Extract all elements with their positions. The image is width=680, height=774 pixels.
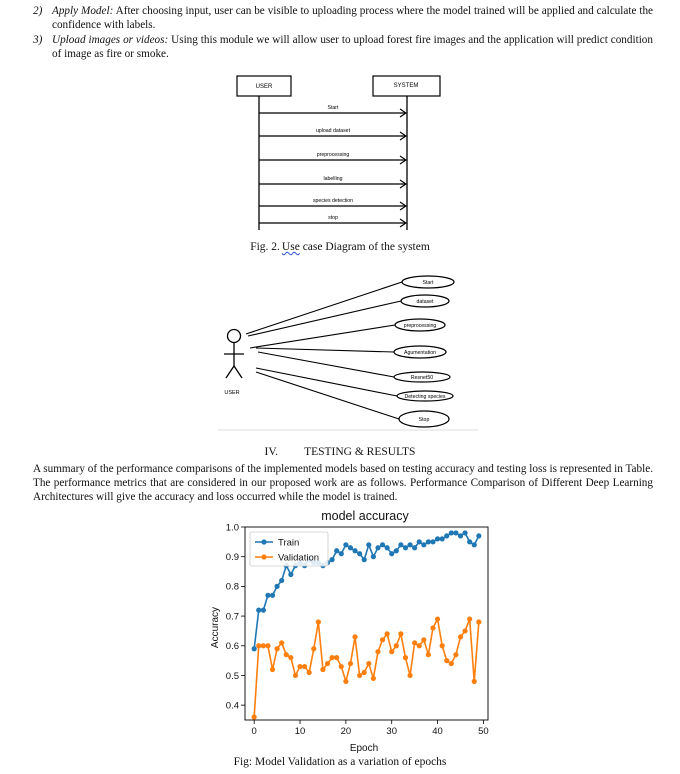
actor-label: USER <box>224 390 240 396</box>
data-point <box>339 551 344 556</box>
list-item-text: Using this module we will allow user to upload forest fire images and the application will predict condition of image as fire or smoke. <box>52 34 653 60</box>
use-case-label: Resnet50 <box>410 375 434 381</box>
data-point <box>348 661 353 666</box>
data-point <box>330 557 335 562</box>
data-point <box>412 545 417 550</box>
use-case-label: dataset <box>416 299 434 305</box>
data-point <box>403 545 408 550</box>
sequence-message-label: preprocessing <box>316 152 350 158</box>
fig2-caption-rest: case Diagram of the system <box>302 241 430 253</box>
data-point <box>440 536 445 541</box>
data-point <box>426 652 431 657</box>
data-point <box>357 551 362 556</box>
sequence-message-label: labelling <box>323 176 343 182</box>
data-point <box>288 655 293 660</box>
data-point <box>252 714 257 719</box>
data-point <box>270 667 275 672</box>
data-point <box>352 548 357 553</box>
x-tick-label: 50 <box>478 726 489 737</box>
data-point <box>467 539 472 544</box>
chart-title: model accuracy <box>321 509 409 523</box>
y-tick-label: 0.4 <box>225 700 239 712</box>
data-point <box>302 664 307 669</box>
data-point <box>472 679 477 684</box>
accuracy-chart <box>205 507 495 757</box>
data-point <box>375 545 380 550</box>
data-point <box>458 533 463 538</box>
data-point <box>426 539 431 544</box>
data-point <box>417 539 422 544</box>
data-point <box>371 554 376 559</box>
use-case-diagram <box>210 268 480 433</box>
data-point <box>453 530 458 535</box>
sequence-message-label: upload dataset <box>315 128 351 134</box>
data-point <box>380 637 385 642</box>
data-point <box>417 643 422 648</box>
data-point <box>403 655 408 660</box>
sequence-message-label: Start <box>327 105 339 111</box>
legend <box>250 532 328 566</box>
data-point <box>407 673 412 678</box>
data-point <box>458 634 463 639</box>
sequence-message-label: species detection <box>312 198 354 204</box>
data-point <box>375 649 380 654</box>
data-point <box>462 530 467 535</box>
use-case-label: preprocessing <box>403 323 437 329</box>
body-paragraph: A summary of the performance comparisons of the implemented models based on testing accuracy and testing loss is represented in Table. The performance metrics that are considered in our proposed work are as follows. Performance Comparison of Different Deep Learning Architectures will give the accuracy and loss occurred while the model is trained. <box>33 463 653 503</box>
y-tick-label: 0.6 <box>225 641 239 653</box>
data-point <box>407 542 412 547</box>
data-point <box>348 545 353 550</box>
data-point <box>357 673 362 678</box>
data-point <box>265 643 270 648</box>
data-point <box>449 530 454 535</box>
data-point <box>476 619 481 624</box>
data-point <box>385 631 390 636</box>
data-point <box>256 643 261 648</box>
data-point <box>430 539 435 544</box>
data-point <box>453 652 458 657</box>
data-point <box>316 619 321 624</box>
data-point <box>274 584 279 589</box>
system-lifeline-label: SYSTEM <box>393 83 419 89</box>
data-point <box>320 667 325 672</box>
data-point <box>288 572 293 577</box>
x-tick-label: 0 <box>251 726 257 737</box>
x-tick-label: 40 <box>432 726 443 737</box>
series-validation <box>252 616 482 719</box>
x-tick-label: 10 <box>294 726 306 737</box>
data-point <box>398 631 403 636</box>
data-point <box>430 625 435 630</box>
data-point <box>398 542 403 547</box>
data-point <box>311 646 316 651</box>
data-point <box>339 664 344 669</box>
data-point <box>256 608 261 613</box>
data-point <box>279 640 284 645</box>
fig2-caption <box>0 241 680 253</box>
y-tick-label: 0.8 <box>225 581 239 593</box>
data-point <box>389 649 394 654</box>
data-point <box>472 542 477 547</box>
data-point <box>334 655 339 660</box>
section-title: TESTING & RESULTS <box>304 446 416 458</box>
use-case-label: Start <box>422 280 434 286</box>
use-case-label: Detecting species <box>404 394 446 400</box>
data-point <box>330 655 335 660</box>
y-tick-label: 0.9 <box>225 551 239 563</box>
data-point <box>421 637 426 642</box>
legend-label: Validation <box>278 552 320 564</box>
use-case-label: Agumentation <box>403 350 437 356</box>
data-point <box>394 548 399 553</box>
x-tick-label: 20 <box>340 726 352 737</box>
data-point <box>366 661 371 666</box>
fig2-caption-prefix: Fig. 2. <box>250 241 280 253</box>
data-point <box>297 664 302 669</box>
data-point <box>334 548 339 553</box>
data-point <box>284 652 289 657</box>
data-point <box>444 533 449 538</box>
data-point <box>435 616 440 621</box>
data-point <box>362 670 367 675</box>
data-point <box>394 643 399 648</box>
data-point <box>380 542 385 547</box>
sequence-diagram <box>220 70 470 240</box>
list-number: 3) <box>33 34 43 46</box>
data-point <box>385 545 390 550</box>
series-line <box>254 619 479 717</box>
sequence-message-label: stop <box>328 215 338 221</box>
data-point <box>412 640 417 645</box>
x-axis-label: Epoch <box>349 743 379 754</box>
data-point <box>343 679 348 684</box>
y-tick-label: 1.0 <box>225 522 239 534</box>
data-point <box>352 634 357 639</box>
data-point <box>265 593 270 598</box>
data-point <box>440 643 445 648</box>
user-lifeline-label: USER <box>255 84 273 90</box>
data-point <box>270 593 275 598</box>
y-tick-label: 0.5 <box>225 670 239 682</box>
data-point <box>261 643 266 648</box>
section-heading <box>0 446 680 458</box>
data-point <box>421 542 426 547</box>
chart-caption: Fig: Model Validation as a variation of epochs <box>233 756 447 768</box>
use-case-label: Stop <box>418 417 430 423</box>
data-point <box>371 676 376 681</box>
data-point <box>467 616 472 621</box>
legend-label: Train <box>278 537 300 549</box>
data-point <box>343 542 348 547</box>
list-item-apply-model <box>33 4 653 32</box>
y-tick-label: 0.7 <box>225 611 239 623</box>
list-item-upload <box>33 33 653 61</box>
data-point <box>293 673 298 678</box>
y-axis-label: Accuracy <box>210 606 221 649</box>
data-point <box>435 536 440 541</box>
data-point <box>476 533 481 538</box>
x-tick-label: 30 <box>386 726 398 737</box>
data-point <box>279 578 284 583</box>
data-point <box>274 646 279 651</box>
data-point <box>252 646 257 651</box>
data-point <box>462 628 467 633</box>
list-number: 2) <box>33 5 43 17</box>
data-point <box>449 661 454 666</box>
data-point <box>366 542 371 547</box>
data-point <box>261 608 266 613</box>
data-point <box>307 670 312 675</box>
data-point <box>325 661 330 666</box>
list-item-text: After choosing input, user can be visible to uploading process where the model trained will be applied and calculate the confidence with labels. <box>52 5 653 31</box>
fig2-caption-word: Use <box>281 241 300 253</box>
data-point <box>362 557 367 562</box>
section-number: IV. <box>264 446 279 458</box>
data-point <box>389 551 394 556</box>
data-point <box>444 658 449 663</box>
list-item-title: Apply Model: <box>52 5 114 17</box>
list-item-title: Upload images or videos: <box>52 34 169 46</box>
